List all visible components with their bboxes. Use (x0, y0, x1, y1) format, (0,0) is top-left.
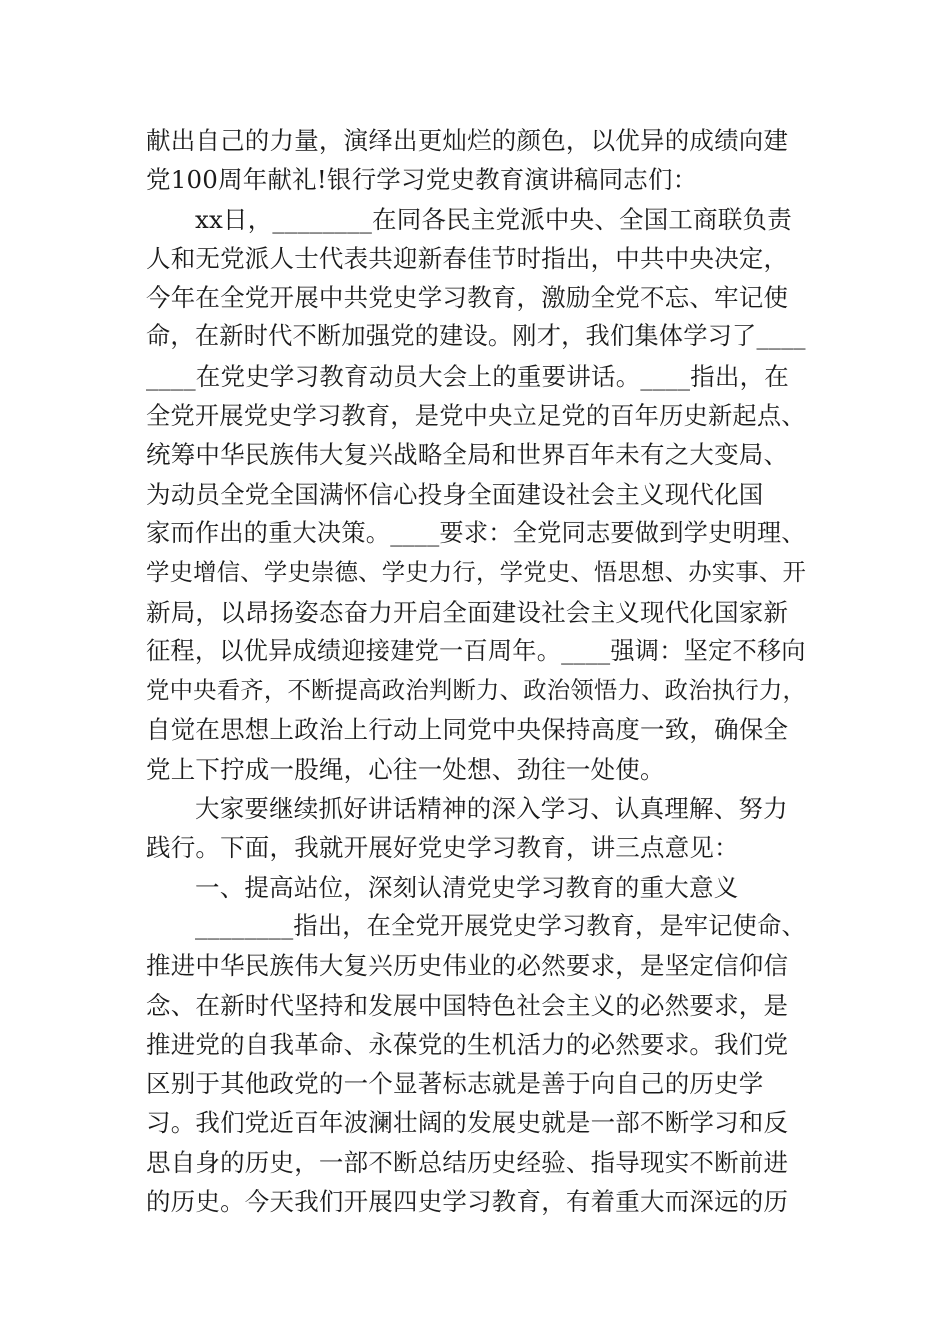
text-line: 推进中华民族伟大复兴历史伟业的必然要求，是坚定信仰信 (146, 951, 789, 981)
text-line: 一、提高站位，深刻认清党史学习教育的重大意义 (195, 872, 739, 902)
text-line: 党上下拧成一股绳，心往一处想、劲往一处使。 (146, 754, 665, 784)
text-line: 区别于其他政党的一个显著标志就是善于向自己的历史学 (146, 1069, 764, 1099)
text-line: 念、在新时代坚持和发展中国特色社会主义的必然要求，是 (146, 990, 789, 1020)
text-line: 征程，以优异成绩迎接建党一百周年。____强调：坚定不移向 (146, 636, 806, 665)
text-line: 全党开展党史学习教育，是党中央立足党的百年历史新起点、 (146, 401, 806, 431)
text-line: 学史增信、学史崇德、学史力行，学党史、悟思想、办实事、开 (146, 558, 807, 587)
document-body (146, 121, 806, 1221)
text-line: 命，在新时代不断加强党的建设。刚才，我们集体学习了____ (146, 322, 806, 351)
text-line: 党100周年献礼!银行学习党史教育演讲稿同志们： (146, 165, 698, 195)
text-line: 践行。下面，我就开展好党史学习教育，讲三点意见： (146, 833, 739, 863)
text-line: 思自身的历史，一部不断总结历史经验、指导现实不断前进 (146, 1147, 789, 1177)
text-line: ________指出，在全党开展党史学习教育，是牢记使命、 (195, 911, 806, 940)
text-line: 统筹中华民族伟大复兴战略全局和世界百年未有之大变局、 (146, 440, 789, 470)
text-line: 新局，以昂扬姿态奋力开启全面建设社会主义现代化国家新 (146, 597, 789, 627)
text-line: ____在党史学习教育动员大会上的重要讲话。____指出，在 (146, 361, 789, 391)
text-line: 党中央看齐，不断提高政治判断力、政治领悟力、政治执行力， (146, 676, 807, 705)
text-line: 推进党的自我革命、永葆党的生机活力的必然要求。我们党 (146, 1029, 789, 1059)
text-line: 为动员全党全国满怀信心投身全面建设社会主义现代化国 (146, 479, 764, 509)
text-line: 大家要继续抓好讲话精神的深入学习、认真理解、努力 (195, 794, 788, 824)
text-line: 习。我们党近百年波澜壮阔的发展史就是一部不断学习和反 (146, 1108, 789, 1138)
text-line: 家而作出的重大决策。____要求：全党同志要做到学史明理、 (146, 518, 806, 547)
text-line: 献出自己的力量，演绎出更灿烂的颜色，以优异的成绩向建 (146, 126, 789, 155)
text-line: 自觉在思想上政治上行动上同党中央保持高度一致，确保全 (146, 715, 789, 745)
text-line: xx日，________在同各民主党派中央、全国工商联负责 (195, 204, 792, 234)
text-line: 的历史。今天我们开展四史学习教育，有着重大而深远的历 (146, 1187, 789, 1217)
text-line: 今年在全党开展中共党史学习教育，激励全党不忘、牢记使 (146, 283, 789, 313)
text-line: 人和无党派人士代表共迎新春佳节时指出，中共中央决定， (146, 243, 789, 273)
